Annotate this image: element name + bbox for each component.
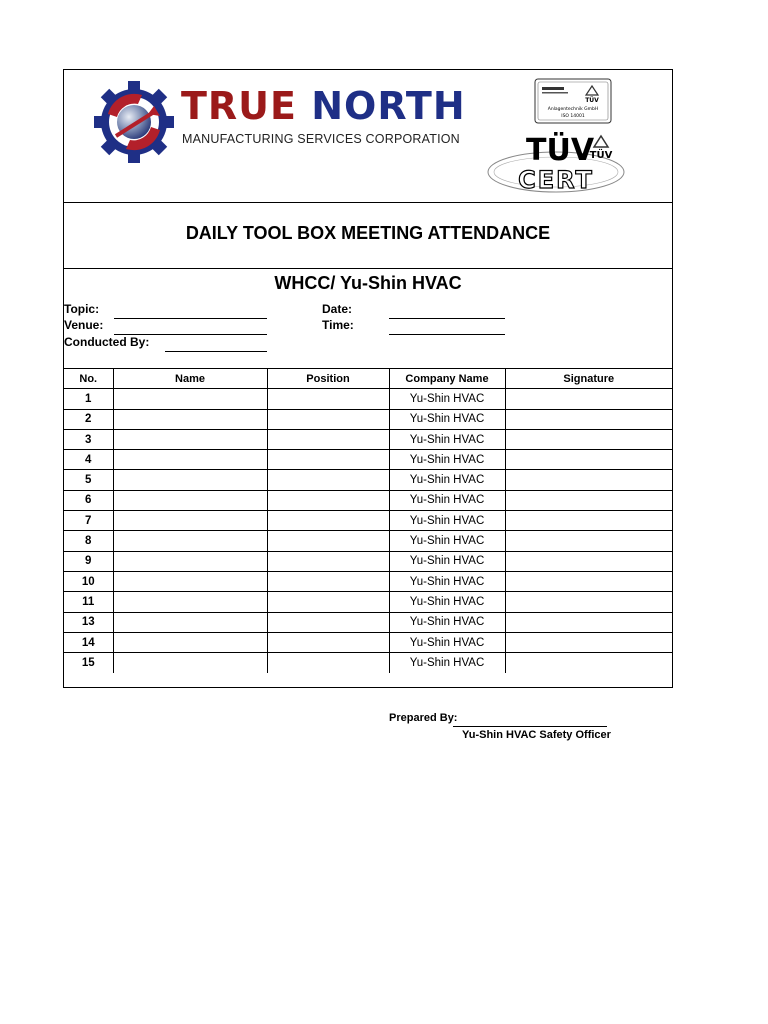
- row-position-cell[interactable]: [267, 531, 389, 551]
- conducted-by-input-line[interactable]: [165, 351, 267, 352]
- col-header-name: Name: [113, 369, 267, 389]
- row-signature-cell[interactable]: [505, 429, 672, 449]
- row-position-cell[interactable]: [267, 551, 389, 571]
- table-row: [64, 632, 672, 652]
- attendance-table: [64, 368, 672, 673]
- row-name-cell[interactable]: [113, 551, 267, 571]
- row-signature-cell[interactable]: [505, 571, 672, 591]
- row-position-cell[interactable]: [267, 389, 389, 409]
- col-header-signature: Signature: [505, 369, 672, 389]
- row-signature-cell[interactable]: [505, 551, 672, 571]
- row-signature-cell[interactable]: [505, 490, 672, 510]
- true-north-gear-logo-icon: [94, 80, 174, 164]
- row-name-cell[interactable]: [113, 409, 267, 429]
- row-position-cell[interactable]: [267, 612, 389, 632]
- row-position-cell[interactable]: [267, 470, 389, 490]
- row-number: 3: [64, 429, 113, 449]
- row-position-cell[interactable]: [267, 653, 389, 673]
- row-company-cell: Yu-Shin HVAC: [389, 551, 505, 571]
- conducted-by-label: Conducted By:: [64, 335, 150, 349]
- table-row: [64, 429, 672, 449]
- topic-input-line[interactable]: [114, 318, 267, 319]
- table-header-row: [64, 369, 672, 389]
- row-name-cell[interactable]: [113, 653, 267, 673]
- row-number: 9: [64, 551, 113, 571]
- table-row: [64, 571, 672, 591]
- form-title: DAILY TOOL BOX MEETING ATTENDANCE: [185, 223, 551, 243]
- venue-label: Venue:: [64, 318, 104, 332]
- row-name-cell[interactable]: [113, 450, 267, 470]
- tuv-small-mark: TÜV: [585, 97, 599, 104]
- topic-label: Topic:: [64, 302, 100, 316]
- title-band: [64, 203, 672, 269]
- prepared-by-role: Yu-Shin HVAC Safety Officer: [462, 729, 611, 741]
- row-company-cell: Yu-Shin HVAC: [389, 571, 505, 591]
- row-name-cell[interactable]: [113, 490, 267, 510]
- row-number: 8: [64, 531, 113, 551]
- table-row: [64, 511, 672, 531]
- row-number: 4: [64, 450, 113, 470]
- row-company-cell: Yu-Shin HVAC: [389, 389, 505, 409]
- table-row: [64, 389, 672, 409]
- row-number: 6: [64, 490, 113, 510]
- row-signature-cell[interactable]: [505, 632, 672, 652]
- row-position-cell[interactable]: [267, 409, 389, 429]
- row-company-cell: Yu-Shin HVAC: [389, 470, 505, 490]
- row-company-cell: Yu-Shin HVAC: [389, 409, 505, 429]
- row-number: 14: [64, 632, 113, 652]
- row-name-cell[interactable]: [113, 531, 267, 551]
- row-signature-cell[interactable]: [505, 653, 672, 673]
- row-company-cell: Yu-Shin HVAC: [389, 653, 505, 673]
- brand-name: [181, 84, 466, 128]
- row-company-cell: Yu-Shin HVAC: [389, 592, 505, 612]
- row-signature-cell[interactable]: [505, 409, 672, 429]
- row-signature-cell[interactable]: [505, 592, 672, 612]
- row-position-cell[interactable]: [267, 632, 389, 652]
- row-name-cell[interactable]: [113, 511, 267, 531]
- prepared-by-signature-line[interactable]: [453, 726, 607, 727]
- brand-word-north: NORTH: [311, 84, 466, 128]
- row-position-cell[interactable]: [267, 511, 389, 531]
- row-position-cell[interactable]: [267, 450, 389, 470]
- row-position-cell[interactable]: [267, 429, 389, 449]
- row-number: 10: [64, 571, 113, 591]
- table-row: [64, 551, 672, 571]
- tuv-cert-logo-icon: [486, 130, 626, 196]
- row-position-cell[interactable]: [267, 592, 389, 612]
- row-signature-cell[interactable]: [505, 470, 672, 490]
- row-name-cell[interactable]: [113, 571, 267, 591]
- brand-subtitle: MANUFACTURING SERVICES CORPORATION: [182, 132, 460, 146]
- tuv-small-line1: Anlagentechnik GmbH: [547, 107, 599, 112]
- tuv-cert-mark: TÜV: [526, 133, 595, 168]
- row-signature-cell[interactable]: [505, 612, 672, 632]
- time-label: Time:: [322, 318, 354, 332]
- row-name-cell[interactable]: [113, 429, 267, 449]
- row-name-cell[interactable]: [113, 632, 267, 652]
- col-header-position: Position: [267, 369, 389, 389]
- prepared-by-label: Prepared By:: [389, 712, 458, 724]
- row-number: 1: [64, 389, 113, 409]
- date-label: Date:: [322, 302, 353, 316]
- table-row: [64, 450, 672, 470]
- table-row: [64, 653, 672, 673]
- row-company-cell: Yu-Shin HVAC: [389, 429, 505, 449]
- attendance-form: [63, 69, 673, 688]
- date-input-line[interactable]: [389, 318, 505, 319]
- table-row: [64, 592, 672, 612]
- row-position-cell[interactable]: [267, 571, 389, 591]
- row-number: 5: [64, 470, 113, 490]
- brand-word-true: TRUE: [181, 84, 297, 128]
- row-signature-cell[interactable]: [505, 511, 672, 531]
- row-number: 2: [64, 409, 113, 429]
- row-name-cell[interactable]: [113, 592, 267, 612]
- row-number: 7: [64, 511, 113, 531]
- time-input-line[interactable]: [389, 334, 505, 335]
- row-signature-cell[interactable]: [505, 389, 672, 409]
- table-row: [64, 470, 672, 490]
- tuv-iso-14001-badge-icon: [534, 78, 612, 124]
- row-name-cell[interactable]: [113, 389, 267, 409]
- row-name-cell[interactable]: [113, 612, 267, 632]
- row-name-cell[interactable]: [113, 470, 267, 490]
- table-row: [64, 531, 672, 551]
- form-header: [64, 70, 672, 203]
- row-number: 13: [64, 612, 113, 632]
- tuv-cert-small-mark: TÜV: [589, 150, 613, 161]
- row-company-cell: Yu-Shin HVAC: [389, 490, 505, 510]
- table-row: [64, 490, 672, 510]
- table-row: [64, 409, 672, 429]
- row-company-cell: Yu-Shin HVAC: [389, 612, 505, 632]
- row-number: 11: [64, 592, 113, 612]
- row-company-cell: Yu-Shin HVAC: [389, 450, 505, 470]
- tuv-small-line2: ISO 14001: [561, 114, 585, 119]
- row-number: 15: [64, 653, 113, 673]
- table-row: [64, 612, 672, 632]
- col-header-no: No.: [64, 369, 113, 389]
- form-subtitle: WHCC/ Yu-Shin HVAC: [274, 273, 462, 293]
- row-company-cell: Yu-Shin HVAC: [389, 511, 505, 531]
- row-signature-cell[interactable]: [505, 531, 672, 551]
- row-company-cell: Yu-Shin HVAC: [389, 632, 505, 652]
- tuv-cert-word: CERT: [518, 166, 594, 194]
- col-header-company: Company Name: [389, 369, 505, 389]
- row-company-cell: Yu-Shin HVAC: [389, 531, 505, 551]
- row-position-cell[interactable]: [267, 490, 389, 510]
- row-signature-cell[interactable]: [505, 450, 672, 470]
